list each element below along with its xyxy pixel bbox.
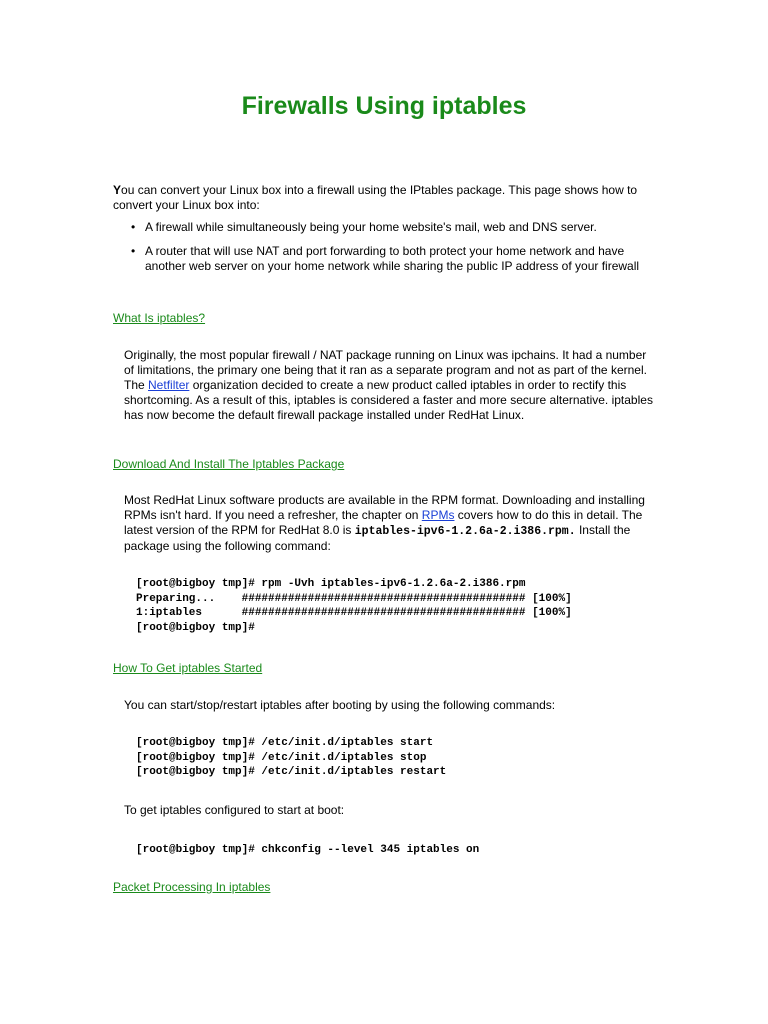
chkconfig-command-block: [root@bigboy tmp]# chkconfig --level 345 iptables on xyxy=(136,844,480,856)
paragraph-text: Originally, the most popular firewall / NAT package running on Linux was ipchains. It had a number of limitations, the primary one being that it ran as a separate program and not as part of the kernel. The xyxy=(124,348,647,392)
intro-paragraph xyxy=(113,183,653,213)
bullet-icon: • xyxy=(131,220,136,234)
netfilter-link[interactable]: Netfilter xyxy=(148,378,190,392)
list-item-text: A firewall while simultaneously being your home website's mail, web and DNS server. xyxy=(145,220,597,234)
paragraph-text: Install the package using the following command: xyxy=(124,523,631,553)
list-item xyxy=(113,220,653,235)
section-link-download-install[interactable]: Download And Install The Iptables Package xyxy=(113,457,345,471)
page-title: Firewalls Using iptables xyxy=(241,92,527,120)
download-paragraph xyxy=(124,493,658,554)
paragraph-text: organization decided to create a new product called iptables in order to rectify this shortcoming. As a result of this, iptables is considered a faster and more secure alternative. iptables has now become the default firewall package installed under RedHat Linux. xyxy=(124,378,653,422)
intro-dropcap: Y xyxy=(113,183,122,197)
what-is-iptables-paragraph xyxy=(124,348,658,423)
bullet-icon: • xyxy=(131,244,136,258)
install-command-block: [root@bigboy tmp]# rpm -Uvh iptables-ipv6-1.2.6a-2.i386.rpm Preparing... ########################################### [100%] 1:iptables ########################################### [100%] [root@bigboy tmp]# xyxy=(136,578,572,634)
paragraph-text: Most RedHat Linux software products are available in the RPM format. Downloading and installing RPMs isn't hard. If you need a refresher, the chapter on xyxy=(124,493,645,522)
rpm-filename: iptables-ipv6-1.2.6a-2.i386.rpm. xyxy=(354,525,576,538)
paragraph-text: covers how to do this in detail. The latest version of the RPM for RedHat 8.0 is xyxy=(124,508,643,537)
intro-text: ou can convert your Linux box into a firewall using the IPtables package. This page shows how to convert your Linux box into: xyxy=(113,183,638,212)
section-link-what-is-iptables[interactable]: What Is iptables? xyxy=(113,311,206,325)
section-link-packet-processing[interactable]: Packet Processing In iptables xyxy=(113,880,271,894)
list-item xyxy=(113,244,653,274)
start-stop-paragraph: You can start/stop/restart iptables after booting by using the following commands: xyxy=(124,698,556,712)
rpms-link[interactable]: RPMs xyxy=(421,508,455,522)
feature-list xyxy=(113,220,653,283)
section-link-get-iptables-started[interactable]: How To Get iptables Started xyxy=(113,661,263,675)
boot-config-paragraph: To get iptables configured to start at boot: xyxy=(124,803,345,817)
list-item-text: A router that will use NAT and port forwarding to both protect your home network and have another web server on your home network while sharing the public IP address of your firewall xyxy=(145,244,640,273)
service-commands-block: [root@bigboy tmp]# /etc/init.d/iptables start [root@bigboy tmp]# /etc/init.d/iptables stop [root@bigboy tmp]# /etc/init.d/iptables restart xyxy=(136,737,447,778)
